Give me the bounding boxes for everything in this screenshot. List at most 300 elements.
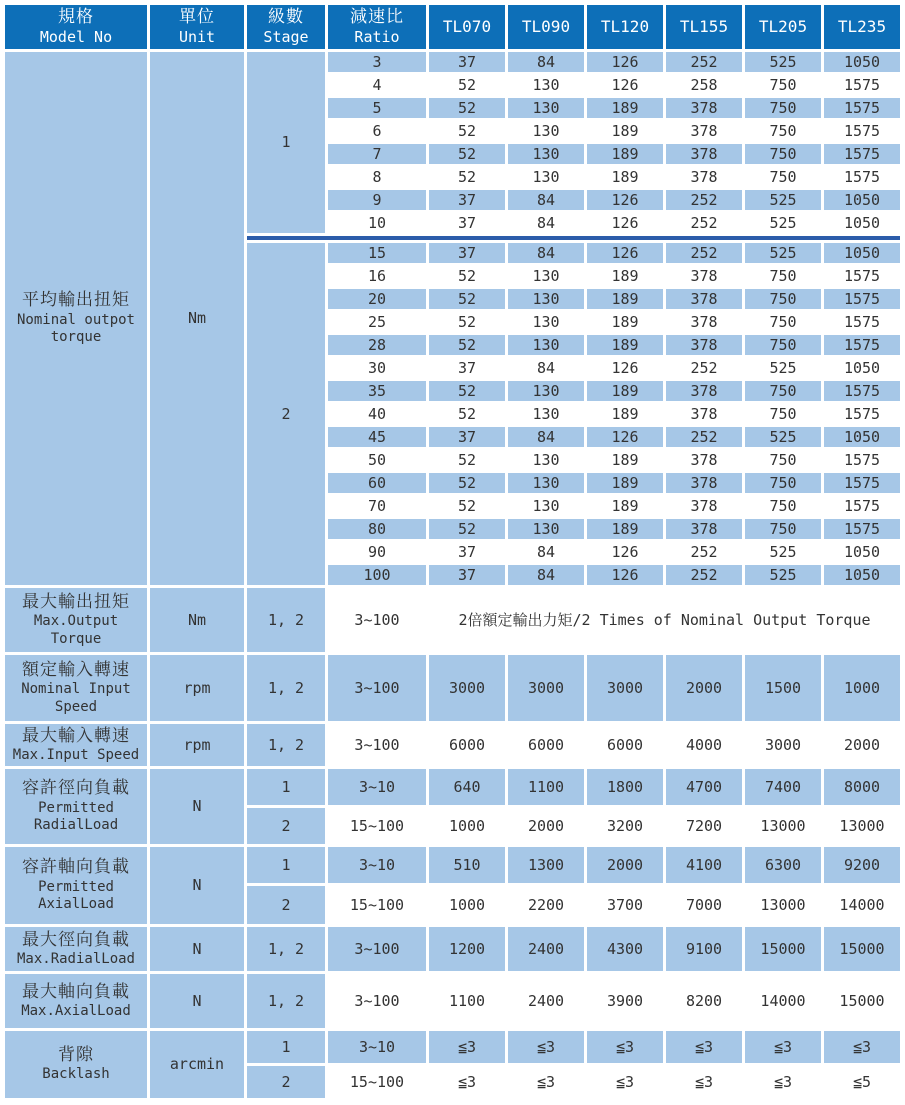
value-cell: 84 xyxy=(508,358,584,378)
spec-label-en: Permitted AxialLoad xyxy=(38,878,114,913)
value-cell: ≦3 xyxy=(508,1066,584,1098)
value-cell: 525 xyxy=(745,542,821,562)
ratio-cell: 6 xyxy=(328,121,426,141)
value-cell: 750 xyxy=(745,75,821,95)
value-cell: 6000 xyxy=(587,724,663,766)
value-cell: 37 xyxy=(429,358,505,378)
value-cell: 4700 xyxy=(666,769,742,805)
value-cell: 84 xyxy=(508,243,584,263)
value-cell: 1050 xyxy=(824,358,900,378)
spec-unit: N xyxy=(150,847,244,924)
value-cell: 189 xyxy=(587,121,663,141)
ratio-cell: 16 xyxy=(328,266,426,286)
value-cell: ≦3 xyxy=(508,1031,584,1063)
spec-label-max-output-torque xyxy=(5,588,147,652)
value-cell: 1500 xyxy=(745,655,821,721)
value-cell: 52 xyxy=(429,473,505,493)
value-cell: 525 xyxy=(745,358,821,378)
spec-stage: 1 xyxy=(247,769,325,805)
ratio-cell: 15~100 xyxy=(328,808,426,844)
value-cell: 37 xyxy=(429,213,505,233)
value-cell: 640 xyxy=(429,769,505,805)
ratio-cell: 9 xyxy=(328,190,426,210)
value-cell: 189 xyxy=(587,266,663,286)
torque-stage-2: 2 xyxy=(247,243,325,585)
header-model-tl120: TL120 xyxy=(587,5,663,49)
value-cell: 525 xyxy=(745,565,821,585)
value-cell: 7200 xyxy=(666,808,742,844)
spec-unit: N xyxy=(150,927,244,971)
value-cell: 1200 xyxy=(429,927,505,971)
spec-stage: 1, 2 xyxy=(247,655,325,721)
value-cell: 750 xyxy=(745,519,821,539)
value-cell: 510 xyxy=(429,847,505,883)
value-cell: 525 xyxy=(745,213,821,233)
header-ratio-en: Ratio xyxy=(354,28,400,47)
ratio-cell: 15~100 xyxy=(328,886,426,924)
value-cell: 1800 xyxy=(587,769,663,805)
value-cell: 252 xyxy=(666,190,742,210)
value-cell: 7000 xyxy=(666,886,742,924)
value-cell: 7400 xyxy=(745,769,821,805)
value-cell: 130 xyxy=(508,404,584,424)
spec-label-permitted-axial-load xyxy=(5,847,147,924)
spec-label-en: Max.RadialLoad xyxy=(16,950,135,967)
spec-stage: 2 xyxy=(247,808,325,844)
value-cell: 1575 xyxy=(824,450,900,470)
header-stage-en: Stage xyxy=(263,28,309,47)
value-cell: 130 xyxy=(508,519,584,539)
value-cell: 189 xyxy=(587,335,663,355)
value-cell: 37 xyxy=(429,190,505,210)
spec-label-zh: 背隙 xyxy=(58,1045,94,1066)
value-cell: 378 xyxy=(666,289,742,309)
ratio-cell: 3 xyxy=(328,52,426,72)
ratio-cell: 3~10 xyxy=(328,769,426,805)
value-cell: 130 xyxy=(508,335,584,355)
value-cell: 130 xyxy=(508,312,584,332)
spec-label-max-axial-load xyxy=(5,974,147,1028)
value-cell: 1050 xyxy=(824,565,900,585)
value-cell: 52 xyxy=(429,266,505,286)
spec-label-zh: 最大軸向負載 xyxy=(22,981,130,1002)
value-cell: 1050 xyxy=(824,427,900,447)
ratio-cell: 60 xyxy=(328,473,426,493)
value-cell: 130 xyxy=(508,473,584,493)
ratio-cell: 15~100 xyxy=(328,1066,426,1098)
ratio-cell: 8 xyxy=(328,167,426,187)
value-cell: 2000 xyxy=(666,655,742,721)
spec-label-max-input-speed xyxy=(5,724,147,766)
value-cell: 378 xyxy=(666,312,742,332)
ratio-cell: 5 xyxy=(328,98,426,118)
value-cell: 1575 xyxy=(824,98,900,118)
spec-stage: 1 xyxy=(247,1031,325,1063)
spec-stage: 1, 2 xyxy=(247,974,325,1028)
value-cell: 52 xyxy=(429,144,505,164)
spec-label-en: Permitted RadialLoad xyxy=(33,799,119,834)
value-cell: 126 xyxy=(587,243,663,263)
value-cell: 378 xyxy=(666,121,742,141)
ratio-cell: 28 xyxy=(328,335,426,355)
value-cell: 2000 xyxy=(587,847,663,883)
value-cell: 750 xyxy=(745,266,821,286)
spec-label-en: Nominal Input Speed xyxy=(21,681,131,715)
value-cell: 525 xyxy=(745,190,821,210)
value-cell: 130 xyxy=(508,75,584,95)
value-cell: 378 xyxy=(666,404,742,424)
spec-label-zh: 最大徑向負載 xyxy=(22,929,130,950)
ratio-cell: 20 xyxy=(328,289,426,309)
value-cell: 1050 xyxy=(824,243,900,263)
value-cell: 1575 xyxy=(824,144,900,164)
value-cell: 130 xyxy=(508,121,584,141)
value-cell: 189 xyxy=(587,450,663,470)
spec-stage: 1, 2 xyxy=(247,588,325,652)
value-cell: 1575 xyxy=(824,404,900,424)
header-model-tl090: TL090 xyxy=(508,5,584,49)
value-cell: 37 xyxy=(429,565,505,585)
value-cell: 9200 xyxy=(824,847,900,883)
header-model-tl155: TL155 xyxy=(666,5,742,49)
value-cell: 4300 xyxy=(587,927,663,971)
value-cell: 126 xyxy=(587,565,663,585)
spec-stage: 1, 2 xyxy=(247,724,325,766)
value-cell: ≦3 xyxy=(587,1066,663,1098)
value-cell: 252 xyxy=(666,427,742,447)
ratio-cell: 35 xyxy=(328,381,426,401)
spec-stage: 2 xyxy=(247,886,325,924)
value-cell: 126 xyxy=(587,213,663,233)
value-cell: 4100 xyxy=(666,847,742,883)
value-cell: 4000 xyxy=(666,724,742,766)
value-cell: 126 xyxy=(587,358,663,378)
value-cell: 130 xyxy=(508,496,584,516)
value-cell: 189 xyxy=(587,381,663,401)
spec-unit: arcmin xyxy=(150,1031,244,1098)
value-cell: 252 xyxy=(666,542,742,562)
value-cell: 8000 xyxy=(824,769,900,805)
value-cell: 2000 xyxy=(508,808,584,844)
ratio-cell: 3~10 xyxy=(328,1031,426,1063)
value-cell: 15000 xyxy=(745,927,821,971)
header-unit-zh: 單位 xyxy=(179,7,215,27)
value-cell: 1000 xyxy=(429,886,505,924)
value-cell: 378 xyxy=(666,381,742,401)
value-cell: 750 xyxy=(745,167,821,187)
value-cell: 37 xyxy=(429,542,505,562)
header-ratio-zh: 減速比 xyxy=(350,7,404,27)
spec-stage: 1 xyxy=(247,847,325,883)
value-cell: 252 xyxy=(666,213,742,233)
value-cell: 1575 xyxy=(824,335,900,355)
value-cell: 130 xyxy=(508,381,584,401)
spec-unit: Nm xyxy=(150,588,244,652)
value-cell: 189 xyxy=(587,496,663,516)
value-cell: 750 xyxy=(745,98,821,118)
value-cell: 1575 xyxy=(824,519,900,539)
ratio-cell: 40 xyxy=(328,404,426,424)
value-cell: 84 xyxy=(508,190,584,210)
value-cell: 378 xyxy=(666,335,742,355)
value-cell: 52 xyxy=(429,496,505,516)
value-cell: 52 xyxy=(429,519,505,539)
spec-stage: 2 xyxy=(247,1066,325,1098)
value-cell: 84 xyxy=(508,542,584,562)
value-cell: 52 xyxy=(429,121,505,141)
value-cell: 750 xyxy=(745,404,821,424)
spec-label-en: Max.AxialLoad xyxy=(21,1002,131,1019)
value-cell: 189 xyxy=(587,473,663,493)
value-cell: 84 xyxy=(508,427,584,447)
value-cell: 525 xyxy=(745,243,821,263)
spec-label-zh: 容許徑向負載 xyxy=(22,778,130,799)
value-cell: 750 xyxy=(745,121,821,141)
value-cell: 9100 xyxy=(666,927,742,971)
value-cell: 3000 xyxy=(429,655,505,721)
value-cell: 2400 xyxy=(508,927,584,971)
value-cell: 52 xyxy=(429,167,505,187)
value-cell: 1575 xyxy=(824,289,900,309)
ratio-cell: 3~10 xyxy=(328,847,426,883)
value-cell: 258 xyxy=(666,75,742,95)
value-cell: 1100 xyxy=(429,974,505,1028)
value-cell: 6300 xyxy=(745,847,821,883)
torque-stage-1: 1 xyxy=(247,52,325,233)
value-cell: 189 xyxy=(587,144,663,164)
ratio-cell: 3~100 xyxy=(328,655,426,721)
ratio-cell: 45 xyxy=(328,427,426,447)
value-cell: 3200 xyxy=(587,808,663,844)
value-cell: 52 xyxy=(429,75,505,95)
ratio-cell: 7 xyxy=(328,144,426,164)
value-cell: 14000 xyxy=(745,974,821,1028)
value-cell: 130 xyxy=(508,450,584,470)
header-model-tl070: TL070 xyxy=(429,5,505,49)
value-cell: ≦5 xyxy=(824,1066,900,1098)
spec-unit: rpm xyxy=(150,655,244,721)
header-model-tl205: TL205 xyxy=(745,5,821,49)
value-cell: 52 xyxy=(429,381,505,401)
value-cell: 252 xyxy=(666,358,742,378)
value-cell: ≦3 xyxy=(824,1031,900,1063)
value-cell: 189 xyxy=(587,98,663,118)
value-cell: ≦3 xyxy=(429,1066,505,1098)
value-cell: 750 xyxy=(745,335,821,355)
torque-label xyxy=(5,52,147,585)
value-cell: 13000 xyxy=(745,886,821,924)
value-cell: 1300 xyxy=(508,847,584,883)
value-cell: 6000 xyxy=(429,724,505,766)
header-unit xyxy=(150,5,244,49)
value-cell: 1575 xyxy=(824,167,900,187)
header-stage xyxy=(247,5,325,49)
spec-label-en: Backlash xyxy=(42,1066,110,1083)
ratio-cell: 30 xyxy=(328,358,426,378)
spec-unit: N xyxy=(150,974,244,1028)
value-cell: 750 xyxy=(745,381,821,401)
ratio-cell: 70 xyxy=(328,496,426,516)
value-cell: 1050 xyxy=(824,542,900,562)
value-cell: 3900 xyxy=(587,974,663,1028)
value-cell: 525 xyxy=(745,52,821,72)
value-cell: 126 xyxy=(587,52,663,72)
header-model-no-en: Model No xyxy=(39,28,113,47)
value-cell: 750 xyxy=(745,289,821,309)
value-cell: 1575 xyxy=(824,266,900,286)
value-cell: 750 xyxy=(745,144,821,164)
value-cell: 189 xyxy=(587,289,663,309)
ratio-cell: 4 xyxy=(328,75,426,95)
value-cell: 378 xyxy=(666,450,742,470)
value-cell: 378 xyxy=(666,266,742,286)
torque-label-en: Nominal outpot torque xyxy=(16,311,135,346)
spec-label-zh: 最大輸入轉速 xyxy=(22,725,130,746)
value-cell: 378 xyxy=(666,167,742,187)
value-cell: 84 xyxy=(508,52,584,72)
value-cell: 1575 xyxy=(824,381,900,401)
value-cell: 6000 xyxy=(508,724,584,766)
ratio-cell: 3~100 xyxy=(328,974,426,1028)
value-cell: 1050 xyxy=(824,213,900,233)
ratio-cell: 10 xyxy=(328,213,426,233)
value-cell: 1000 xyxy=(824,655,900,721)
value-cell: 13000 xyxy=(824,808,900,844)
value-cell: ≦3 xyxy=(745,1066,821,1098)
value-cell: 37 xyxy=(429,52,505,72)
value-cell: 378 xyxy=(666,473,742,493)
value-cell: 3000 xyxy=(587,655,663,721)
value-cell: 252 xyxy=(666,243,742,263)
header-ratio xyxy=(328,5,426,49)
value-cell: 2400 xyxy=(508,974,584,1028)
torque-label-zh: 平均輸出扭矩 xyxy=(22,290,130,311)
value-cell: 525 xyxy=(745,427,821,447)
header-model-no-zh: 規格 xyxy=(58,7,94,27)
value-cell: 130 xyxy=(508,266,584,286)
value-cell: 252 xyxy=(666,52,742,72)
value-cell: 84 xyxy=(508,213,584,233)
spec-label-backlash xyxy=(5,1031,147,1098)
value-cell: 15000 xyxy=(824,974,900,1028)
value-cell: 1575 xyxy=(824,473,900,493)
value-cell: 126 xyxy=(587,190,663,210)
value-cell: 15000 xyxy=(824,927,900,971)
ratio-cell: 50 xyxy=(328,450,426,470)
value-cell: 130 xyxy=(508,144,584,164)
value-cell: 3000 xyxy=(745,724,821,766)
value-cell: 378 xyxy=(666,519,742,539)
value-cell: 13000 xyxy=(745,808,821,844)
value-cell: ≦3 xyxy=(587,1031,663,1063)
value-cell: 1575 xyxy=(824,496,900,516)
value-cell: 130 xyxy=(508,167,584,187)
header-model-tl235: TL235 xyxy=(824,5,900,49)
spec-label-permitted-radial-load xyxy=(5,769,147,844)
ratio-cell: 100 xyxy=(328,565,426,585)
spec-label-en: Max.Input Speed xyxy=(12,746,140,763)
value-cell: 189 xyxy=(587,519,663,539)
value-cell: 52 xyxy=(429,335,505,355)
value-cell: 750 xyxy=(745,450,821,470)
value-cell: 3000 xyxy=(508,655,584,721)
ratio-cell: 15 xyxy=(328,243,426,263)
spec-label-zh: 容許軸向負載 xyxy=(22,857,130,878)
value-cell: 52 xyxy=(429,98,505,118)
value-cell: 52 xyxy=(429,312,505,332)
value-cell: 52 xyxy=(429,404,505,424)
value-cell: 1050 xyxy=(824,190,900,210)
merged-note-cell: 2倍額定輸出力矩/2 Times of Nominal Output Torque xyxy=(429,588,900,652)
value-cell: 37 xyxy=(429,427,505,447)
spec-label-nominal-input-speed xyxy=(5,655,147,721)
value-cell: 126 xyxy=(587,542,663,562)
spec-label-zh: 最大輸出扭矩 xyxy=(22,591,130,612)
value-cell: ≦3 xyxy=(666,1031,742,1063)
spec-label-zh: 額定輸入轉速 xyxy=(22,659,130,680)
ratio-cell: 90 xyxy=(328,542,426,562)
header-stage-zh: 級數 xyxy=(268,7,304,27)
spec-stage: 1, 2 xyxy=(247,927,325,971)
spec-label-en: Max.Output Torque xyxy=(33,613,119,647)
value-cell: 130 xyxy=(508,98,584,118)
value-cell: 378 xyxy=(666,144,742,164)
value-cell: 1050 xyxy=(824,52,900,72)
value-cell: 1000 xyxy=(429,808,505,844)
torque-unit: Nm xyxy=(150,52,244,585)
value-cell: 378 xyxy=(666,98,742,118)
ratio-cell: 3~100 xyxy=(328,927,426,971)
value-cell: ≦3 xyxy=(666,1066,742,1098)
value-cell: 2200 xyxy=(508,886,584,924)
value-cell: 750 xyxy=(745,312,821,332)
value-cell: 1575 xyxy=(824,121,900,141)
value-cell: 52 xyxy=(429,289,505,309)
value-cell: 378 xyxy=(666,496,742,516)
spec-unit: rpm xyxy=(150,724,244,766)
value-cell: 1575 xyxy=(824,312,900,332)
value-cell: 1100 xyxy=(508,769,584,805)
header-unit-en: Unit xyxy=(178,28,216,47)
ratio-cell: 80 xyxy=(328,519,426,539)
value-cell: 2000 xyxy=(824,724,900,766)
value-cell: 750 xyxy=(745,473,821,493)
value-cell: 1575 xyxy=(824,75,900,95)
value-cell: 37 xyxy=(429,243,505,263)
value-cell: 126 xyxy=(587,427,663,447)
spec-label-max-radial-load xyxy=(5,927,147,971)
value-cell: 252 xyxy=(666,565,742,585)
ratio-cell: 3~100 xyxy=(328,724,426,766)
value-cell: 126 xyxy=(587,75,663,95)
value-cell: 3700 xyxy=(587,886,663,924)
header-model-no xyxy=(5,5,147,49)
value-cell: 189 xyxy=(587,404,663,424)
ratio-cell: 25 xyxy=(328,312,426,332)
value-cell: 84 xyxy=(508,565,584,585)
value-cell: ≦3 xyxy=(745,1031,821,1063)
value-cell: 189 xyxy=(587,167,663,187)
ratio-cell: 3~100 xyxy=(328,588,426,652)
value-cell: ≦3 xyxy=(429,1031,505,1063)
value-cell: 130 xyxy=(508,289,584,309)
value-cell: 750 xyxy=(745,496,821,516)
spec-unit: N xyxy=(150,769,244,844)
value-cell: 14000 xyxy=(824,886,900,924)
value-cell: 8200 xyxy=(666,974,742,1028)
stage-divider-line xyxy=(247,236,900,240)
value-cell: 52 xyxy=(429,450,505,470)
